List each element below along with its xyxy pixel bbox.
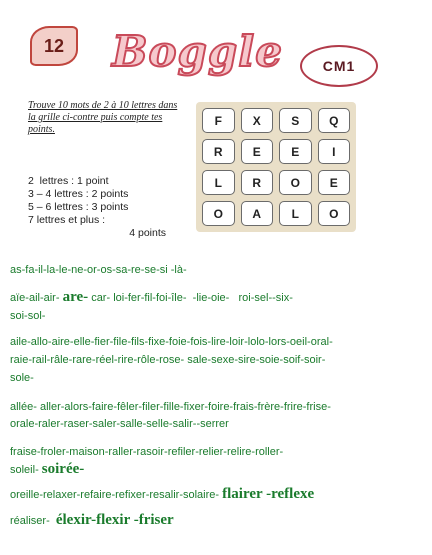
answer-text: oreille-relaxer-refaire-refixer-resalir-solaire- [10, 489, 220, 501]
grid-cell: L [279, 201, 312, 226]
answer-text: -lie-oie- [192, 292, 230, 304]
grid-cell: R [241, 170, 274, 195]
answer-text: aïe-ail-air- [10, 292, 60, 304]
grid-cell: E [318, 170, 351, 195]
answer-line [10, 461, 422, 478]
page-title: Boggle [112, 27, 283, 76]
grid-cell: A [241, 201, 274, 226]
grid-cell: S [279, 108, 312, 133]
grid-cell: Q [318, 108, 351, 133]
scoring-line: 2 lettres : 1 point [28, 175, 109, 187]
boggle-grid [196, 102, 356, 232]
answer-text: aile-allo-aire-elle-fier-file-fils-fixe-foie-fois-lire-loir-lolo-lors-oeil-oral- [10, 336, 333, 348]
answer-text: -serrer [196, 418, 229, 430]
answer-text: -six- [272, 292, 293, 304]
grid-cell: O [318, 201, 351, 226]
level-badge [300, 45, 378, 87]
answer-text-large: are- [62, 289, 89, 305]
answer-text: as-fa-il-la-le-ne-or-os-sa-re-se-si [10, 264, 171, 276]
answer-line [10, 352, 422, 368]
grid-cell: E [279, 139, 312, 164]
answer-text: roi-sel- [238, 292, 273, 304]
instructions [28, 100, 178, 136]
answer-text: soi-sol- [10, 310, 46, 322]
answer-text-large: -friser [129, 512, 174, 528]
answer-text: allée- aller-alors-faire-fêler-filer-fille-fixer-foire-frais-frère-frire-frise- [10, 401, 331, 413]
answer-text-large: élexir-flexir [55, 512, 130, 528]
answer-text: réaliser- [10, 515, 50, 527]
grid-cell: I [318, 139, 351, 164]
answer-line [10, 308, 422, 324]
answer-text: -là- [170, 264, 187, 276]
answer-line [10, 289, 422, 306]
answer-text: raie-rail-râle-rare-réel-rire-rôle-rose- sale-sexe-sire-soie-soif-soir- [10, 354, 326, 366]
answer-text-large: flairer [222, 486, 263, 502]
grid-cell: X [241, 108, 274, 133]
grid-cell: O [279, 170, 312, 195]
answer-line [10, 512, 422, 529]
scoring-line: 4 points [129, 227, 166, 239]
grid-cell: L [202, 170, 235, 195]
answer-line [10, 444, 422, 460]
answer-line [10, 486, 422, 503]
answer-line [10, 370, 422, 386]
scoring-rules [28, 175, 178, 240]
answer-text-large: soirée- [41, 461, 85, 477]
level-label: CM1 [322, 58, 356, 74]
answer-line [10, 262, 422, 278]
exercise-number-badge [30, 26, 78, 66]
answer-text: soleil- [10, 464, 39, 476]
answer-line [10, 399, 422, 415]
grid-cell: F [202, 108, 235, 133]
answer-text: sole- [10, 372, 34, 384]
scoring-line: 7 lettres et plus : [28, 214, 106, 226]
scoring-line: 5 – 6 lettres : 3 points [28, 201, 129, 213]
answer-text: car- loi-fer-fil-foi-île- [91, 292, 187, 304]
answer-line [10, 334, 422, 350]
grid-cell: E [241, 139, 274, 164]
exercise-number: 12 [43, 35, 65, 56]
scoring-line: 3 – 4 lettres : 2 points [28, 188, 129, 200]
answer-text-large: -reflexe [262, 486, 315, 502]
grid-cell: O [202, 201, 235, 226]
answer-line [10, 416, 422, 432]
grid-cell: R [202, 139, 235, 164]
answer-text: orale-raler-raser-saler-salle-selle-salir- [10, 418, 197, 430]
instructions-text: Trouve 10 mots de 2 à 10 lettres dans la grille ci-contre puis compte tes points. [28, 100, 178, 135]
answer-text: fraise-froler-maison-raller-rasoir-refiler-relier-relire-roller- [10, 446, 284, 458]
